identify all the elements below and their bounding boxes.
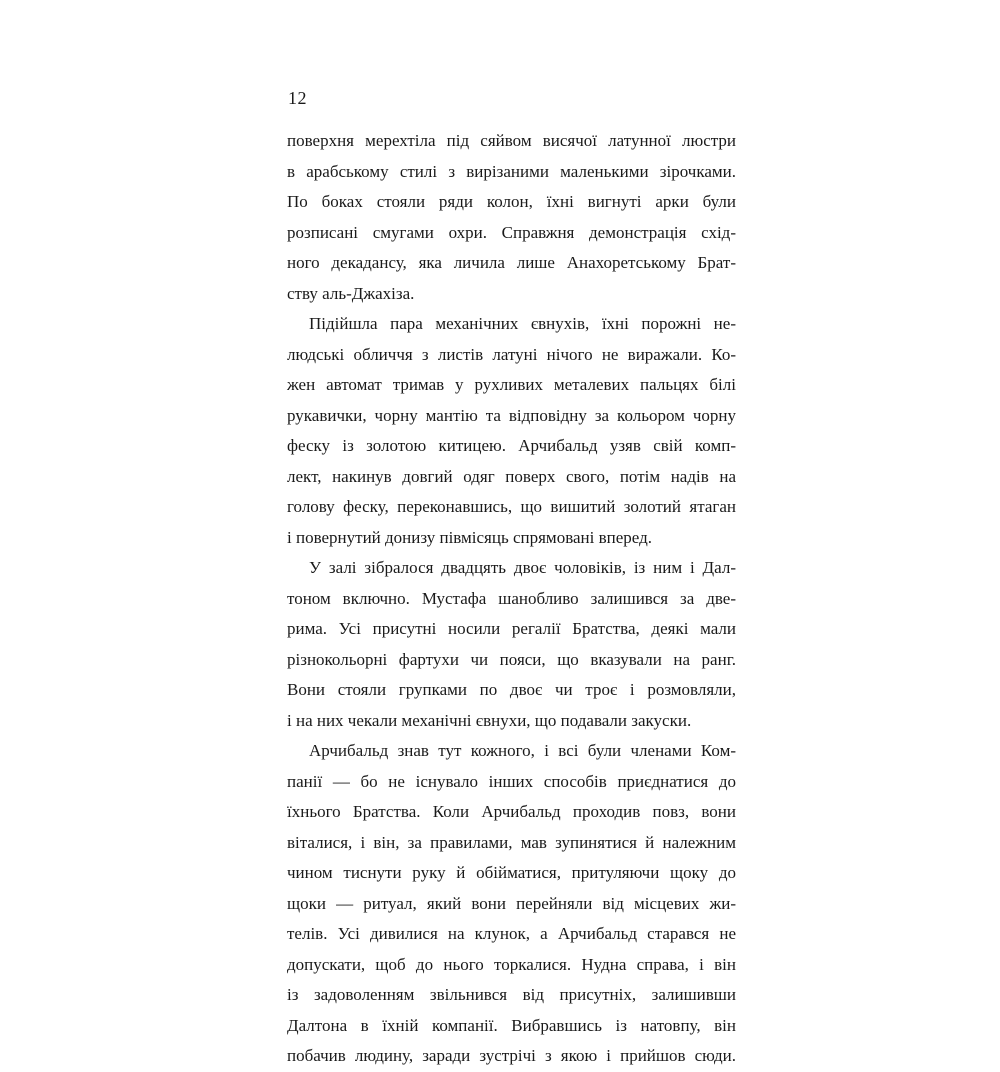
text-line: лект, накинув довгий одяг поверх свого, потім надів на	[287, 466, 736, 486]
text-line: По боках стояли ряди колон, їхні вигнуті арки були	[287, 192, 736, 211]
text-line: і повернутий донизу півмісяць спрямовані вперед.	[287, 527, 653, 547]
body-text	[287, 126, 736, 1072]
text-line: Далтона в їхній компанії. Вибравшись із натовпу, він	[287, 1015, 736, 1035]
text-line: віталися, і він, за правилами, мав зупинятися й належним	[287, 832, 736, 852]
text-line: телів. Усі дивилися на клунок, а Арчибальд старався не	[287, 924, 736, 943]
text-line: панії — бо не існувало інших способів приєднатися до	[287, 771, 736, 791]
text-line: жен автомат тримав у рухливих металевих пальцях білі	[287, 375, 736, 394]
text-line: У залі зібралося двадцять двоє чоловіків, із ним і Дал-	[309, 558, 736, 577]
text-line: їхнього Братства. Коли Арчибальд проходив повз, вони	[287, 802, 736, 821]
text-line: феску із золотою китицею. Арчибальд узяв свій комп-	[287, 436, 736, 455]
text-line: Арчибальд знав тут кожного, і всі були членами Ком-	[309, 741, 736, 760]
text-line: Підійшла пара механічних євнухів, їхні порожні не-	[309, 314, 736, 333]
text-line: Вони стояли групками по двоє чи троє і розмовляли,	[287, 680, 736, 699]
text-line: тоном включно. Мустафа шанобливо залишився за две-	[287, 588, 736, 608]
text-line: рукавички, чорну мантію та відповідну за кольором чорну	[287, 405, 736, 425]
text-line: голову феску, переконавшись, що вишитий золотий ятаган	[287, 497, 736, 516]
text-line: чином тиснути руку й обійматися, притуляючи щоку до	[287, 863, 736, 882]
text-line: із задоволенням звільнився від присутніх, залишивши	[287, 985, 736, 1004]
text-line: в арабському стилі з вирізаними маленькими зірочками.	[287, 161, 736, 181]
text-line: ству аль-Джахіза.	[287, 283, 415, 303]
text-line: розписані смугами охри. Справжня демонстрація схід-	[287, 222, 736, 242]
text-line: побачив людину, заради зустрічі з якою і прийшов сюди.	[287, 1046, 736, 1065]
text-line: поверхня мерехтіла під сяйвом висячої латунної люстри	[287, 131, 736, 150]
text-line: допускати, щоб до нього торкалися. Нудна справа, і він	[287, 954, 736, 974]
text-line: людські обличчя з листів латуні нічого не виражали. Ко-	[287, 344, 736, 364]
page-number: 12	[288, 88, 307, 108]
text-line: рима. Усі присутні носили регалії Братства, деякі мали	[287, 619, 736, 638]
text-line: і на них чекали механічні євнухи, що подавали закуски.	[287, 710, 692, 730]
text-line: ного декадансу, яка личила лише Анахоретському Брат-	[287, 253, 736, 272]
text-line: щоки — ритуал, який вони перейняли від місцевих жи-	[287, 893, 736, 913]
text-line: різнокольорні фартухи чи пояси, що вказували на ранг.	[287, 649, 736, 669]
